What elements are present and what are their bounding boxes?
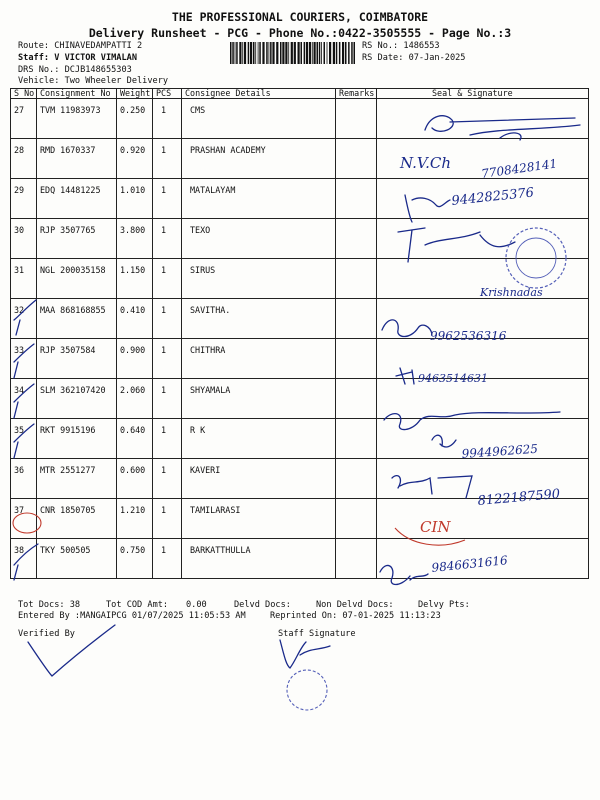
hw-num-38: 9846631616 <box>430 553 509 575</box>
row-consignment-no: MTR 2551277 <box>37 459 117 499</box>
row-sno: 29 <box>11 179 37 219</box>
row-sno: 38 <box>11 539 37 579</box>
row-remarks <box>336 299 377 339</box>
row-remarks <box>336 379 377 419</box>
row-consignee: TEXO <box>182 219 336 259</box>
total-cod-label: Tot COD Amt: <box>106 600 169 610</box>
row-pcs: 1 <box>153 379 182 419</box>
hw-num-32: 9962536316 <box>430 329 507 343</box>
barcode-bar <box>342 42 344 64</box>
row-pcs: 1 <box>153 539 182 579</box>
barcode-bar <box>269 42 270 64</box>
delivery-points: Delvy Pts: <box>418 600 470 610</box>
barcode-bar <box>354 42 356 64</box>
row-consignment-no: CNR 1850705 <box>37 499 117 539</box>
barcode-bar <box>329 42 331 64</box>
row-remarks <box>336 339 377 379</box>
barcode-bar <box>336 42 338 64</box>
row-remarks <box>336 499 377 539</box>
barcode-bar <box>319 42 321 64</box>
row-weight: 0.750 <box>117 539 153 579</box>
row-sno: 32 <box>11 299 37 339</box>
row-sno: 31 <box>11 259 37 299</box>
row-seal-signature <box>377 179 589 219</box>
table-header-row <box>11 89 589 99</box>
barcode-bar <box>324 42 326 64</box>
row-seal-signature <box>377 299 589 339</box>
barcode-bar <box>345 42 347 64</box>
drs-label: DRS No.: DCJB148655303 <box>18 65 132 75</box>
col-consignment: Consignment No <box>37 89 117 99</box>
row-seal-signature <box>377 379 589 419</box>
row-pcs: 1 <box>153 459 182 499</box>
row-remarks <box>336 99 377 139</box>
row-sno: 34 <box>11 379 37 419</box>
row-weight: 3.800 <box>117 219 153 259</box>
row-weight: 0.900 <box>117 339 153 379</box>
barcode-bar <box>282 42 284 64</box>
row-consignee: R K <box>182 419 336 459</box>
table-row <box>11 379 589 419</box>
row-weight: 0.920 <box>117 139 153 179</box>
barcode-bar <box>291 42 293 64</box>
hw-sig-31: Krishnadas <box>480 286 543 299</box>
row-pcs: 1 <box>153 179 182 219</box>
row-pcs: 1 <box>153 339 182 379</box>
row-consignment-no: TKY 500505 <box>37 539 117 579</box>
row-seal-signature <box>377 539 589 579</box>
hw-cin-37: CIN <box>420 518 451 536</box>
row-weight: 1.150 <box>117 259 153 299</box>
staff-signature-label: Staff Signature <box>278 629 356 639</box>
barcode-bar <box>339 42 341 64</box>
barcode-bar <box>230 42 232 64</box>
barcode-bar <box>285 42 287 64</box>
row-weight: 0.410 <box>117 299 153 339</box>
barcode-bar <box>255 42 256 64</box>
row-consignee: CMS <box>182 99 336 139</box>
row-sno: 33 <box>11 339 37 379</box>
barcode-bar <box>321 42 322 64</box>
table-row <box>11 459 589 499</box>
vehicle-label: Vehicle: Two Wheeler Delivery <box>18 76 169 86</box>
barcode-bar <box>259 42 261 64</box>
barcode-bar <box>244 42 246 64</box>
row-pcs: 1 <box>153 299 182 339</box>
barcode-bar <box>232 42 234 64</box>
barcode-bar <box>288 42 289 64</box>
row-consignment-no: RKT 9915196 <box>37 419 117 459</box>
barcode-bar <box>312 42 313 64</box>
table-row <box>11 219 589 259</box>
barcode-bar <box>235 42 236 64</box>
barcode-bar <box>327 42 328 64</box>
hw-num-36: 8122187590 <box>477 486 561 509</box>
row-consignee: SHYAMALA <box>182 379 336 419</box>
hw-num-28: 7708428141 <box>480 156 559 181</box>
row-weight: 0.250 <box>117 99 153 139</box>
row-remarks <box>336 459 377 499</box>
runsheet-table <box>10 88 589 579</box>
barcode-bar <box>301 42 303 64</box>
row-weight: 1.210 <box>117 499 153 539</box>
table-row <box>11 179 589 219</box>
delivered-docs: Delvd Docs: <box>234 600 291 610</box>
barcode-bar <box>306 42 308 64</box>
row-remarks <box>336 219 377 259</box>
row-seal-signature <box>377 259 589 299</box>
staff-signature-mark <box>280 640 330 668</box>
row-weight: 0.600 <box>117 459 153 499</box>
verified-by-label: Verified By <box>18 629 75 639</box>
row-seal-signature <box>377 419 589 459</box>
row-sno: 28 <box>11 139 37 179</box>
row-consignee: PRASHAN ACADEMY <box>182 139 336 179</box>
table-row <box>11 419 589 459</box>
row-consignee: CHITHRA <box>182 339 336 379</box>
row-seal-signature <box>377 99 589 139</box>
row-weight: 1.010 <box>117 179 153 219</box>
row-remarks <box>336 139 377 179</box>
row-seal-signature <box>377 139 589 179</box>
staff-label: Staff: V VICTOR VIMALAN <box>18 53 137 63</box>
total-docs: Tot Docs: 38 <box>18 600 81 610</box>
row-remarks <box>336 179 377 219</box>
barcode-bar <box>314 42 316 64</box>
row-consignment-no: TVM 11983973 <box>37 99 117 139</box>
barcode-bar <box>242 42 243 64</box>
hw-num-35: 9944962625 <box>461 441 539 461</box>
row-consignee: KAVERI <box>182 459 336 499</box>
barcode-bar <box>298 42 300 64</box>
entered-by: Entered By :MANGAIPCG 01/07/2025 11:05:53 AM <box>18 611 246 621</box>
barcode-bar <box>309 42 311 64</box>
row-consignee: BARKATTHULLA <box>182 539 336 579</box>
row-seal-signature <box>377 339 589 379</box>
col-seal-signature: Seal & Signature <box>377 89 589 99</box>
barcode-bar <box>266 42 268 64</box>
total-cod-value: 0.00 <box>186 600 207 610</box>
row-consignee: TAMILARASI <box>182 499 336 539</box>
barcode-bar <box>276 42 278 64</box>
rs-no-label: RS No.: 1486553 <box>362 41 440 51</box>
row-remarks <box>336 539 377 579</box>
table-row <box>11 339 589 379</box>
barcode-bar <box>258 42 259 64</box>
route-label: Route: CHINAVEDAMPATTI 2 <box>18 41 143 51</box>
row-sno: 30 <box>11 219 37 259</box>
row-consignment-no: NGL 200035158 <box>37 259 117 299</box>
row-consignee: SIRUS <box>182 259 336 299</box>
barcode <box>230 42 356 64</box>
rs-date-label: RS Date: 07-Jan-2025 <box>362 53 466 63</box>
table-row <box>11 539 589 579</box>
table-row <box>11 299 589 339</box>
row-weight: 2.060 <box>117 379 153 419</box>
row-seal-signature <box>377 459 589 499</box>
row-consignment-no: SLM 362107420 <box>37 379 117 419</box>
row-weight: 0.640 <box>117 419 153 459</box>
table-row <box>11 259 589 299</box>
row-consignment-no: RJP 3507765 <box>37 219 117 259</box>
barcode-bar <box>294 42 296 64</box>
col-remarks: Remarks <box>336 89 377 99</box>
row-pcs: 1 <box>153 219 182 259</box>
row-sno: 37 <box>11 499 37 539</box>
table-row <box>11 99 589 139</box>
barcode-bar <box>333 42 335 64</box>
row-consignee: SAVITHA. <box>182 299 336 339</box>
barcode-bar <box>272 42 274 64</box>
row-pcs: 1 <box>153 419 182 459</box>
non-delivered-docs: Non Delvd Docs: <box>316 600 394 610</box>
barcode-bar <box>348 42 350 64</box>
row-remarks <box>336 259 377 299</box>
col-weight: Weight <box>117 89 153 99</box>
row-sno: 35 <box>11 419 37 459</box>
company-title: THE PROFESSIONAL COURIERS, COIMBATORE <box>171 10 429 24</box>
row-consignment-no: RMD 1670337 <box>37 139 117 179</box>
row-consignment-no: EDQ 14481225 <box>37 179 117 219</box>
col-consignee: Consignee Details <box>182 89 336 99</box>
col-pcs: PCS <box>153 89 182 99</box>
hw-num-29: 9442825376 <box>450 185 535 209</box>
row-seal-signature <box>377 219 589 259</box>
row-sno: 27 <box>11 99 37 139</box>
row-pcs: 1 <box>153 139 182 179</box>
row-pcs: 1 <box>153 99 182 139</box>
barcode-bar <box>239 42 241 64</box>
hw-sig-28: N.V.Ch <box>400 154 452 172</box>
col-sno: S No <box>11 89 37 99</box>
runsheet-subtitle: Delivery Runsheet - PCG - Phone No.:0422-3505555 - Page No.:3 <box>88 26 512 40</box>
row-remarks <box>336 419 377 459</box>
table-row <box>11 139 589 179</box>
reprinted-on: Reprinted On: 07-01-2025 11:13:23 <box>270 611 441 621</box>
barcode-bar <box>262 42 264 64</box>
barcode-bar <box>270 42 272 64</box>
row-seal-signature <box>377 499 589 539</box>
hw-num-33: 9463514631 <box>418 372 488 385</box>
barcode-bar <box>236 42 238 64</box>
row-sno: 36 <box>11 459 37 499</box>
barcode-bar <box>248 42 250 64</box>
staff-stamp <box>287 670 327 710</box>
barcode-bar <box>250 42 252 64</box>
row-pcs: 1 <box>153 499 182 539</box>
row-pcs: 1 <box>153 259 182 299</box>
barcode-bar <box>317 42 319 64</box>
row-consignment-no: MAA 868168855 <box>37 299 117 339</box>
barcode-bar <box>253 42 255 64</box>
barcode-bar <box>304 42 306 64</box>
row-consignment-no: RJP 3507584 <box>37 339 117 379</box>
barcode-bar <box>351 42 353 64</box>
row-consignee: MATALAYAM <box>182 179 336 219</box>
table-row <box>11 499 589 539</box>
barcode-bar <box>280 42 282 64</box>
